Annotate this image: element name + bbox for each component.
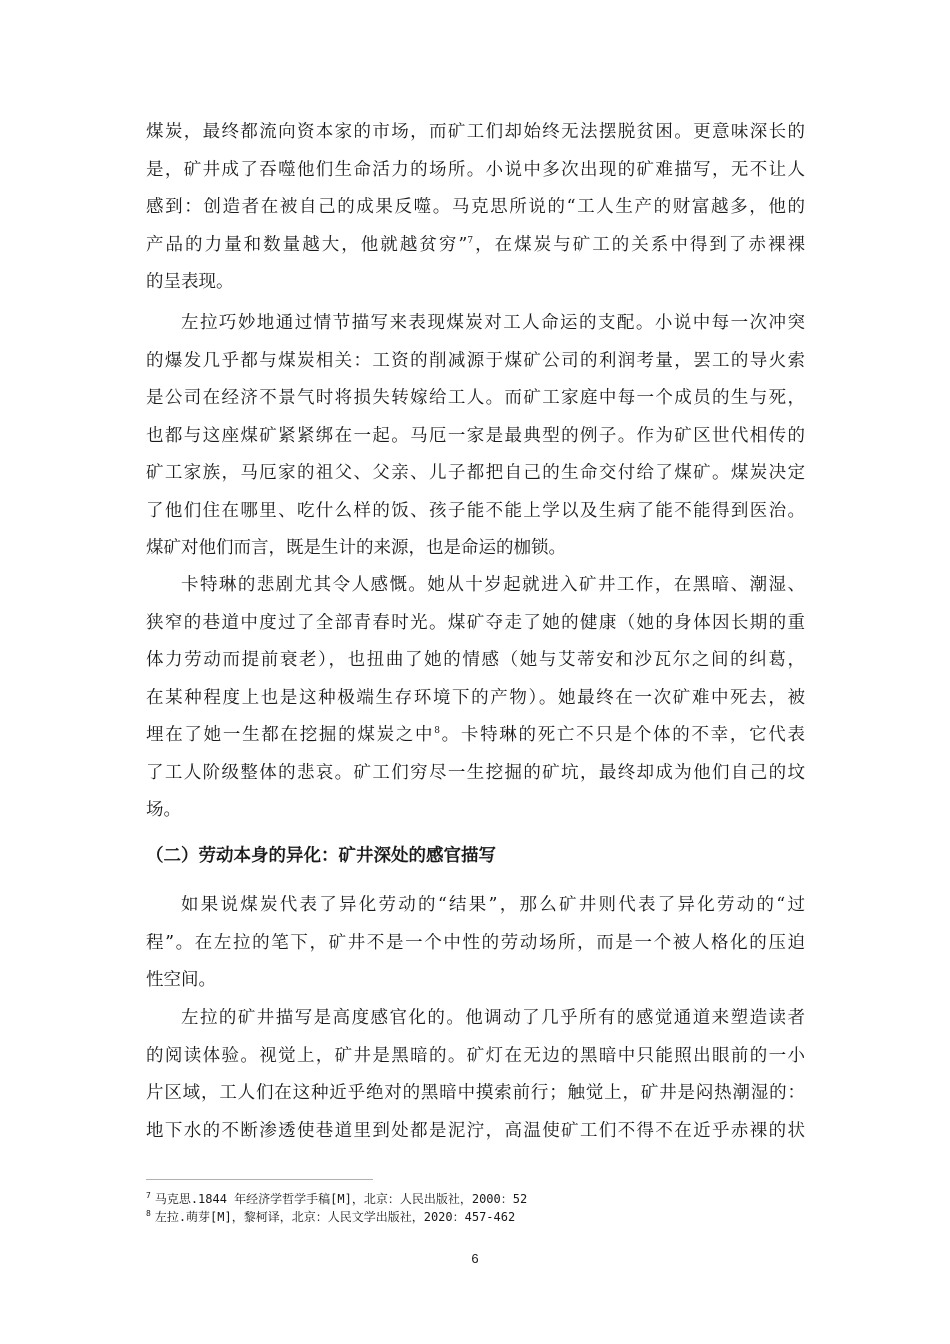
paragraph-5	[146, 1000, 805, 1150]
text-line: 是公司在经济不景气时将损失转嫁给工人。而矿工家庭中每一个成员的生与死，	[146, 388, 805, 408]
text-line: 感到：创造者在被自己的成果反噬。马克思所说的“工人生产的财富越多，他的	[146, 197, 805, 217]
text-line: 的呈表现。	[146, 272, 234, 292]
footnote-text: 马克思.1844 年经济学哲学手稿[M]，北京：人民出版社，2000：52	[154, 1192, 528, 1206]
text-line: 了工人阶级整体的悲哀。矿工们穷尽一生挖掘的矿坑，最终却成为他们自己的坟	[146, 762, 805, 783]
text-segment: 产品的力量和数量越大，他就越贫穷”	[146, 234, 468, 255]
text-segment: ，在煤炭与矿工的关系中得到了赤裸裸	[473, 234, 805, 255]
text-line: 煤矿对他们而言，既是生计的来源，也是命运的枷锁。	[146, 538, 566, 558]
footnote-ref-7[interactable]: 7	[467, 235, 474, 246]
paragraph-2	[146, 305, 805, 568]
text-line: 卡特琳的悲剧尤其令人感慨。她从十岁起就进入矿井工作，在黑暗、潮湿、	[181, 575, 805, 595]
text-line: 程”。在左拉的笔下，矿井不是一个中性的劳动场所，而是一个被人格化的压迫	[146, 932, 805, 953]
footnote-7	[146, 1190, 805, 1208]
paragraph-1	[146, 114, 805, 302]
page-number: 6	[471, 1251, 479, 1266]
footnote-8	[146, 1208, 805, 1226]
footnotes	[146, 1190, 805, 1226]
text-line: 的爆发几乎都与煤炭相关：工资的削减源于煤矿公司的利润考量，罢工的导火索	[146, 350, 805, 371]
text-segment: 。卡特琳的死亡不只是个体的不幸，它代表	[439, 725, 806, 745]
text-line: 煤炭，最终都流向资本家的市场，而矿工们却始终无法摆脱贫困。更意味深长的	[146, 122, 805, 142]
section-heading	[146, 838, 805, 876]
footnote-divider	[146, 1179, 373, 1180]
text-line-with-footnote	[146, 227, 805, 265]
text-line: 在某种程度上也是这种极端生存环境下的产物）。她最终在一次矿难中死去，被	[146, 687, 805, 708]
footnote-text: 左拉.萌芽[M]，黎柯译，北京：人民文学出版社，2020：457-462	[154, 1210, 516, 1224]
footnote-number: 8	[146, 1209, 151, 1218]
text-line: 的阅读体验。视觉上，矿井是黑暗的。矿灯在无边的黑暗中只能照出眼前的一小	[146, 1045, 805, 1066]
text-line: 是，矿井成了吞噬他们生命活力的场所。小说中多次出现的矿难描写，无不让人	[146, 159, 805, 180]
text-line: 片区域，工人们在这种近乎绝对的黑暗中摸索前行；触觉上，矿井是闷热潮湿的：	[146, 1083, 805, 1103]
paragraph-3	[146, 567, 805, 830]
footnote-ref-8[interactable]: 8	[434, 726, 440, 737]
text-line: 也都与这座煤矿紧紧绑在一起。马厄一家是最典型的例子。作为矿区世代相传的	[146, 425, 805, 446]
text-line: 狭窄的巷道中度过了全部青春时光。煤矿夺走了她的健康（她的身体因长期的重	[146, 612, 805, 633]
text-line: 了他们住在哪里、吃什么样的饭、孩子能不能上学以及生病了能不能得到医治。	[146, 500, 805, 521]
footnote-number: 7	[146, 1191, 151, 1200]
text-segment: 埋在了她一生都在挖掘的煤炭之中	[146, 725, 435, 745]
text-line: 左拉巧妙地通过情节描写来表现煤炭对工人命运的支配。小说中每一次冲突	[181, 313, 805, 333]
text-line: 体力劳动而提前衰老），也扭曲了她的情感（她与艾蒂安和沙瓦尔之间的纠葛，	[146, 650, 805, 670]
text-line: 如果说煤炭代表了异化劳动的“结果”，那么矿井则代表了异化劳动的“过	[181, 895, 805, 915]
text-line-with-footnote	[146, 717, 805, 755]
text-line: 地下水的不断渗透使巷道里到处都是泥泞，高温使矿工们不得不在近乎赤裸的状	[146, 1120, 805, 1141]
heading-text: （二）劳动本身的异化：矿井深处的感官描写	[146, 846, 496, 866]
text-line: 矿工家族，马厄家的祖父、父亲、儿子都把自己的生命交付给了煤矿。煤炭决定	[146, 463, 805, 483]
text-line: 左拉的矿井描写是高度感官化的。他调动了几乎所有的感觉通道来塑造读者	[181, 1008, 805, 1028]
text-line: 场。	[146, 800, 181, 820]
paragraph-4	[146, 887, 805, 1000]
text-line: 性空间。	[146, 970, 216, 990]
